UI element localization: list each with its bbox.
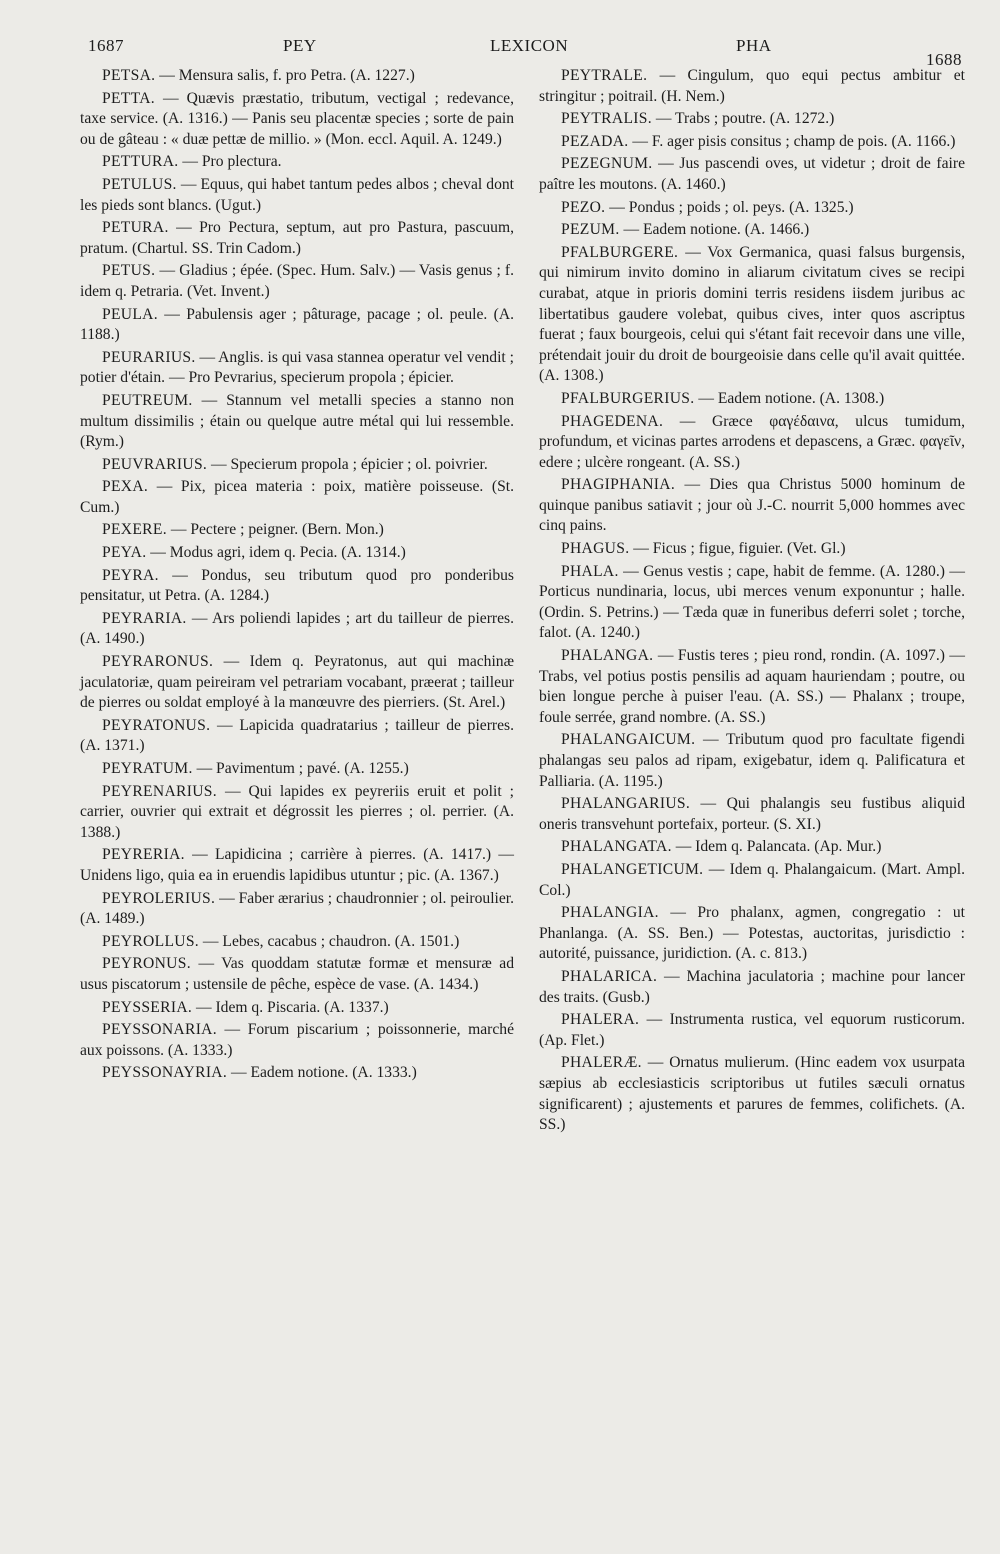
entry-headword: PEULA. bbox=[102, 305, 158, 323]
dictionary-entry bbox=[539, 539, 965, 560]
entry-headword: PFALBURGERIUS. bbox=[561, 389, 695, 407]
entry-definition: — Pondus, seu tributum quod pro ponderibus pensitatur, ut Petra. (A. 1284.) bbox=[80, 566, 514, 605]
entry-headword: PETSA. bbox=[102, 67, 156, 84]
entry-definition: — Eadem notione. (A. 1333.) bbox=[230, 1064, 417, 1082]
entry-headword: PEYRERIA. bbox=[102, 846, 185, 864]
entry-definition: — Equus, qui habet tantum pedes albos ; cheval dont les pieds sont blancs. (Ugut.) bbox=[80, 175, 514, 214]
entry-definition: — Machina jaculatoria ; machine pour lancer des traits. (Gusb.) bbox=[539, 967, 965, 1006]
dictionary-entry bbox=[539, 412, 965, 474]
running-title: LEXICON bbox=[490, 36, 569, 55]
dictionary-entry bbox=[80, 152, 514, 173]
entry-headword: PEYRARIA. bbox=[102, 609, 187, 627]
page-header bbox=[88, 36, 970, 69]
dictionary-entry bbox=[80, 782, 514, 844]
entry-headword: PEURARIUS. bbox=[102, 348, 196, 366]
entry-definition: — Ars poliendi lapides ; art du tailleur de pierres. (A. 1490.) bbox=[80, 609, 514, 648]
entry-headword: PEYA. bbox=[102, 544, 147, 562]
entry-definition: — Idem q. Peyratonus, aut qui machinæ jaculatoriæ, quam peireiram vel petrariam vocabant, præerat ; tailleur de pierres ou soldat employé à la manœuvre des pierriers. (St. Arel.) bbox=[80, 653, 514, 712]
dictionary-entry bbox=[539, 475, 965, 537]
entry-headword: PEYRONUS. bbox=[102, 955, 191, 973]
entry-definition: — Eadem notione. (A. 1466.) bbox=[623, 221, 810, 239]
dictionary-entry bbox=[539, 220, 965, 241]
entry-headword: PEYTRALE. bbox=[561, 67, 648, 84]
dictionary-entry bbox=[539, 66, 965, 107]
dictionary-entry bbox=[80, 1063, 514, 1084]
entry-headword: PHALANGA. bbox=[561, 647, 654, 665]
entry-definition: — Idem q. Palancata. (Ap. Mur.) bbox=[675, 838, 882, 856]
dictionary-entry bbox=[80, 477, 514, 518]
entry-definition: — Modus agri, idem q. Pecia. (A. 1314.) bbox=[150, 544, 406, 562]
entry-headword: PEYRENARIUS. bbox=[102, 782, 217, 800]
page-number-right: 1688 bbox=[926, 50, 962, 69]
entry-headword: PEZADA. bbox=[561, 132, 629, 150]
entry-definition: — Stannum vel metalli species a stanno non multum dissimilis ; étain ou quelque autre métal qui lui ressemble. (Rym.) bbox=[80, 391, 514, 451]
entry-definition: — Lapicida quadratarius ; tailleur de pierres. (A. 1371.) bbox=[80, 716, 515, 755]
dictionary-entry bbox=[539, 967, 965, 1008]
entry-headword: PHALANGATA. bbox=[561, 838, 672, 856]
entry-definition: — Idem q. Piscaria. (A. 1337.) bbox=[196, 998, 389, 1016]
dictionary-entry bbox=[80, 954, 514, 995]
entry-headword: PEYRA. bbox=[102, 566, 159, 584]
entry-definition: — Specierum propola ; épicier ; ol. poivrier. bbox=[211, 455, 488, 473]
entry-headword: PEZEGNUM. bbox=[561, 155, 653, 173]
entry-headword: PEUTREUM. bbox=[102, 391, 193, 409]
entry-definition: — Mensura salis, f. pro Petra. (A. 1227.) bbox=[159, 67, 415, 84]
dictionary-entry bbox=[80, 543, 514, 564]
entry-definition: — Jus pascendi oves, ut videtur ; droit de faire paître les moutons. (A. 1460.) bbox=[539, 155, 965, 193]
entry-headword: PHALANGARIUS. bbox=[561, 795, 691, 813]
entry-definition: — Genus vestis ; cape, habit de femme. (A. 1280.) — Porticus nundinaria, locus, ubi merces venum exponuntur ; halle. (Ordin. S. Petrins.) — Tæda quæ in funeribus deferri solet ; torche, falot. (A. 1240.) bbox=[539, 562, 965, 642]
dictionary-entry bbox=[539, 562, 965, 644]
entry-headword: PEYROLLUS. bbox=[102, 932, 200, 950]
entry-definition: — Pavimentum ; pavé. (A. 1255.) bbox=[196, 760, 409, 777]
dictionary-entry bbox=[80, 305, 514, 346]
right-running-head: PHA bbox=[736, 36, 772, 55]
dictionary-entry bbox=[80, 348, 514, 389]
dictionary-entry bbox=[539, 646, 965, 728]
dictionary-entry bbox=[539, 389, 965, 410]
entry-definition: — Pix, picea materia : poix, matière poisseuse. (St. Cum.) bbox=[80, 478, 514, 516]
dictionary-entry bbox=[80, 218, 514, 259]
dictionary-entry bbox=[80, 261, 514, 302]
entry-headword: PHAGEDENA. bbox=[561, 412, 664, 430]
dictionary-entry bbox=[80, 932, 514, 953]
entry-headword: PEYRATUM. bbox=[102, 760, 193, 777]
dictionary-entry bbox=[80, 1020, 514, 1061]
entry-headword: PEYSSERIA. bbox=[102, 998, 193, 1016]
entry-headword: PEYSSONARIA. bbox=[102, 1021, 217, 1039]
dictionary-entry bbox=[80, 716, 514, 757]
dictionary-entry bbox=[80, 455, 514, 476]
dictionary-entry bbox=[539, 730, 965, 792]
entry-definition: — Quævis præstatio, tributum, vectigal ; redevance, taxe service. (A. 1316.) — Panis seu placentæ species ; sorte de pain ou de gâteau : « duæ pettæ de millio. » (Mon. eccl. Aquil. A. 1249.) bbox=[80, 89, 514, 148]
entry-headword: PHALERA. bbox=[561, 1011, 640, 1029]
dictionary-entry bbox=[539, 132, 965, 153]
entry-headword: PHALARICA. bbox=[561, 967, 658, 985]
dictionary-entry bbox=[539, 198, 965, 219]
entry-definition: — Pabulensis ager ; pâturage, pacage ; ol. peule. (A. 1188.) bbox=[80, 305, 514, 344]
entry-headword: PEZO. bbox=[561, 198, 606, 216]
entry-headword: PEXA. bbox=[102, 478, 149, 496]
entry-definition: — Vox Germanica, quasi falsus burgensis, qui nimirum invito domino in aliarum civitatum cives se recipi curabat, atque in prioris domini terris residens iisdem juribus ac libertatibus gaudere volebat, quibus cives, inter quos ascriptus fuerat ; faux bourgeois, celui qui s'étant fait recevoir dans une ville, prétendait jouir du droit de bourgeoisie dans celle qu'il avait quittée. (A. 1308.) bbox=[539, 243, 965, 385]
entry-definition: — Lebes, cacabus ; chaudron. (A. 1501.) bbox=[202, 932, 460, 950]
entry-headword: PEYRATONUS. bbox=[102, 716, 211, 734]
dictionary-entry bbox=[539, 154, 965, 195]
entry-headword: PHALANGIA. bbox=[561, 904, 659, 922]
entry-definition: — Dies qua Christus 5000 hominum de quinque panibus satiavit ; jour où J.-C. nourrit 5,000 hommes avec cinq pains. bbox=[539, 476, 965, 535]
entry-definition: — Cingulum, quo equi pectus ambitur et stringitur ; poitrail. (H. Nem.) bbox=[539, 67, 965, 105]
dictionary-entry bbox=[80, 889, 514, 930]
entry-definition: — Instrumenta rustica, vel equorum rusticorum. (Ap. Flet.) bbox=[539, 1011, 965, 1049]
dictionary-entry bbox=[80, 66, 514, 87]
entry-headword: PEYROLERIUS. bbox=[102, 889, 216, 907]
right-column bbox=[539, 66, 965, 1138]
dictionary-entry bbox=[539, 1053, 965, 1135]
entry-definition: — Lapidicina ; carrière à pierres. (A. 1417.) — Unidens ligo, quia ea in eruendis lapidibus utuntur ; pic. (A. 1367.) bbox=[80, 846, 514, 884]
dictionary-entry bbox=[539, 903, 965, 965]
entry-definition: — Forum piscarium ; poissonnerie, marché aux poissons. (A. 1333.) bbox=[80, 1021, 514, 1059]
entry-headword: PEZUM. bbox=[561, 221, 620, 239]
entry-definition: — Vas quoddam statutæ formæ et mensuræ ad usus piscatorum ; ustensile de pêche, espèce de vase. (A. 1434.) bbox=[80, 955, 514, 993]
dictionary-entry bbox=[80, 759, 514, 780]
entry-definition: — Ornatus mulierum. (Hinc eadem vox usurpata sæpius ab ecclesiasticis scriptoribus ut futiles sæculi ornatus significarent) ; ajustements et parures de femmes, colifichets. (A. SS.) bbox=[539, 1054, 966, 1134]
dictionary-entry bbox=[539, 860, 965, 901]
entry-headword: PETUS. bbox=[102, 262, 156, 280]
entry-definition: — F. ager pisis consitus ; champ de pois. (A. 1166.) bbox=[632, 132, 956, 150]
dictionary-entry bbox=[80, 520, 514, 541]
dictionary-entry bbox=[539, 243, 965, 387]
entry-definition: — Idem q. Phalangaicum. (Mart. Ampl. Col.) bbox=[539, 860, 965, 899]
entry-headword: PFALBURGERE. bbox=[561, 243, 679, 261]
entry-headword: PEXERE. bbox=[102, 521, 167, 539]
entry-headword: PHALA. bbox=[561, 562, 619, 580]
entry-definition: — Græce φαγέδαινα, ulcus tumidum, profundum, et vicinas partes arrodens et depascens, a Græc. φαγεῖν, edere ; ulcère rongeant. (A. SS.) bbox=[539, 412, 965, 471]
entry-headword: PHALERÆ. bbox=[561, 1054, 642, 1072]
page-number-left: 1687 bbox=[88, 36, 124, 55]
entry-headword: PETURA. bbox=[102, 219, 169, 237]
entry-definition: — Pro Pectura, septum, aut pro Pastura, pascuum, pratum. (Chartul. SS. Trin Cadom.) bbox=[80, 219, 514, 257]
entry-headword: PEYRARONUS. bbox=[102, 653, 214, 671]
entry-headword: PETULUS. bbox=[102, 175, 177, 193]
dictionary-entry bbox=[80, 609, 514, 650]
entry-definition: — Pro plectura. bbox=[182, 153, 282, 171]
entry-headword: PHAGIPHANIA. bbox=[561, 476, 676, 494]
dictionary-entry bbox=[80, 89, 514, 151]
entry-definition: — Qui phalangis seu fustibus aliquid oneris transvehunt portefaix, porteur. (S. XI.) bbox=[539, 795, 965, 833]
entry-definition: — Faber ærarius ; chaudronnier ; ol. peiroulier. (A. 1489.) bbox=[80, 889, 515, 928]
dictionary-entry bbox=[80, 845, 514, 886]
entry-headword: PETTURA. bbox=[102, 153, 179, 171]
entry-definition: — Pondus ; poids ; ol. peys. (A. 1325.) bbox=[609, 198, 854, 216]
entry-definition: — Eadem notione. (A. 1308.) bbox=[698, 389, 885, 407]
entry-headword: PHALANGETICUM. bbox=[561, 860, 704, 878]
dictionary-entry bbox=[80, 566, 514, 607]
entry-headword: PEUVRARIUS. bbox=[102, 455, 208, 473]
dictionary-entry bbox=[80, 175, 514, 216]
left-running-head: PEY bbox=[283, 36, 317, 55]
dictionary-entry bbox=[80, 391, 514, 453]
entry-headword: PHALANGAICUM. bbox=[561, 731, 696, 749]
entry-definition: — Pro phalanx, agmen, congregatio : ut Phanlanga. (A. SS. Ben.) — Potestas, auctoritas, jurisdictio : autorité, puissance, juridiction. (A. c. 813.) bbox=[539, 904, 965, 963]
entry-definition: — Fustis teres ; pieu rond, rondin. (A. 1097.) — Trabs, vel potius postis pensilis ad aquam hauriendam ; poutre, ou bien longue perche à puiser l'eau. (A. SS.) — Phalanx ; troupe, foule serrée, grand nombre. (A. SS.) bbox=[539, 647, 965, 726]
dictionary-entry bbox=[539, 837, 965, 858]
entry-headword: PETTA. bbox=[102, 89, 155, 107]
dictionary-entry bbox=[539, 794, 965, 835]
dictionary-entry bbox=[539, 1010, 965, 1051]
entry-definition: — Pectere ; peigner. (Bern. Mon.) bbox=[170, 521, 384, 539]
entry-definition: — Ficus ; figue, figuier. (Vet. Gl.) bbox=[633, 540, 846, 558]
entry-definition: — Anglis. is qui vasa stannea operatur vel vendit ; potier d'étain. — Pro Pevrarius, specierum propola ; épicier. bbox=[80, 348, 514, 387]
entry-definition: — Tributum quod pro facultate figendi phalangas seu palos ad ripam, exigebatur, idem q. Palificatura et Palliaria. (A. 1195.) bbox=[539, 731, 965, 790]
dictionary-entry bbox=[80, 652, 514, 714]
entry-headword: PEYSSONAYRIA. bbox=[102, 1064, 228, 1082]
dictionary-entry bbox=[539, 109, 965, 130]
entry-headword: PHAGUS. bbox=[561, 540, 630, 558]
entry-definition: — Trabs ; poutre. (A. 1272.) bbox=[655, 110, 835, 128]
dictionary-entry bbox=[80, 998, 514, 1019]
entry-definition: — Qui lapides ex peyreriis eruit et polit ; carrier, ouvrier qui extrait et dégrossit les pierres ; ol. perrier. (A. 1388.) bbox=[80, 782, 514, 841]
entry-headword: PEYTRALIS. bbox=[561, 110, 652, 128]
left-column bbox=[80, 66, 514, 1086]
entry-definition: — Gladius ; épée. (Spec. Hum. Salv.) — Vasis genus ; f. idem q. Petraria. (Vet. Invent.) bbox=[80, 262, 514, 300]
